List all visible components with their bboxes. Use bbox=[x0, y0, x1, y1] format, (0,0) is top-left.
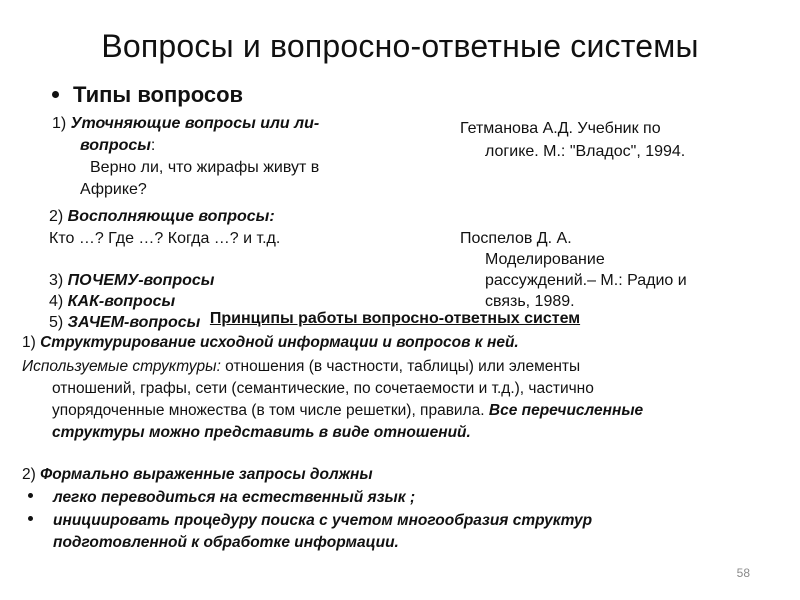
reference-1-cont: логике. М.: "Владос", 1994. bbox=[485, 143, 686, 160]
reference-2-cont-2: рассуждений.– М.: Радио и bbox=[485, 272, 687, 289]
reference-2: Поспелов Д. А. bbox=[460, 230, 572, 247]
question-type-2-example: Кто …? Где …? Когда …? и т.д. bbox=[49, 230, 281, 247]
reference-1: Гетманова А.Д. Учебник по bbox=[460, 120, 661, 137]
principle-1-structures-cont-2: упорядоченные множества (в том числе решетки), правила. Все перечисленные bbox=[52, 402, 644, 419]
principle-1-structures-cont-1: отношений, графы, сети (семантические, по сочетаемости и т.д.), частично bbox=[52, 380, 594, 397]
question-type-2: 2) Восполняющие вопросы: bbox=[49, 208, 275, 225]
principle-2-bullet-2-cont: подготовленной к обработке информации. bbox=[53, 534, 399, 551]
bullet-dot-icon bbox=[28, 493, 33, 498]
main-bullet-label: Типы вопросов bbox=[73, 82, 244, 107]
question-type-1: 1) Уточняющие вопросы или ли- bbox=[52, 115, 320, 132]
principle-1-structures: Используемые структуры: отношения (в частности, таблицы) или элементы bbox=[22, 358, 581, 375]
reference-2-cont-1: Моделирование bbox=[485, 251, 605, 268]
principle-2-bullet-1: легко переводиться на естественный язык ; bbox=[28, 489, 415, 507]
bullet-dot-icon bbox=[28, 516, 33, 521]
question-type-1-example-cont: Африке? bbox=[80, 181, 147, 198]
question-type-4: 4) КАК-вопросы bbox=[49, 293, 176, 310]
question-type-3: 3) ПОЧЕМУ-вопросы bbox=[49, 272, 215, 289]
reference-2-cont-3: связь, 1989. bbox=[485, 293, 575, 310]
principle-1: 1) Структурирование исходной информации и вопросов к ней. bbox=[22, 334, 519, 351]
question-type-5: 5) ЗАЧЕМ-вопросы bbox=[49, 314, 201, 331]
principle-2: 2) Формально выраженные запросы должны bbox=[22, 466, 373, 483]
question-type-1-example: Верно ли, что жирафы живут в bbox=[90, 159, 320, 176]
bullet-dot-icon bbox=[52, 91, 59, 98]
principle-2-bullet-2: инициировать процедуру поиска с учетом многообразия структур bbox=[28, 512, 592, 530]
principles-heading: Принципы работы вопросно-ответных систем bbox=[209, 310, 581, 327]
principle-1-structures-cont-3: структуры можно представить в виде отношений. bbox=[52, 424, 471, 441]
main-bullet bbox=[52, 82, 243, 108]
question-type-1-cont: вопросы: bbox=[80, 137, 156, 154]
page-number: 58 bbox=[736, 566, 750, 580]
slide-title: Вопросы и вопросно-ответные системы bbox=[101, 28, 699, 64]
